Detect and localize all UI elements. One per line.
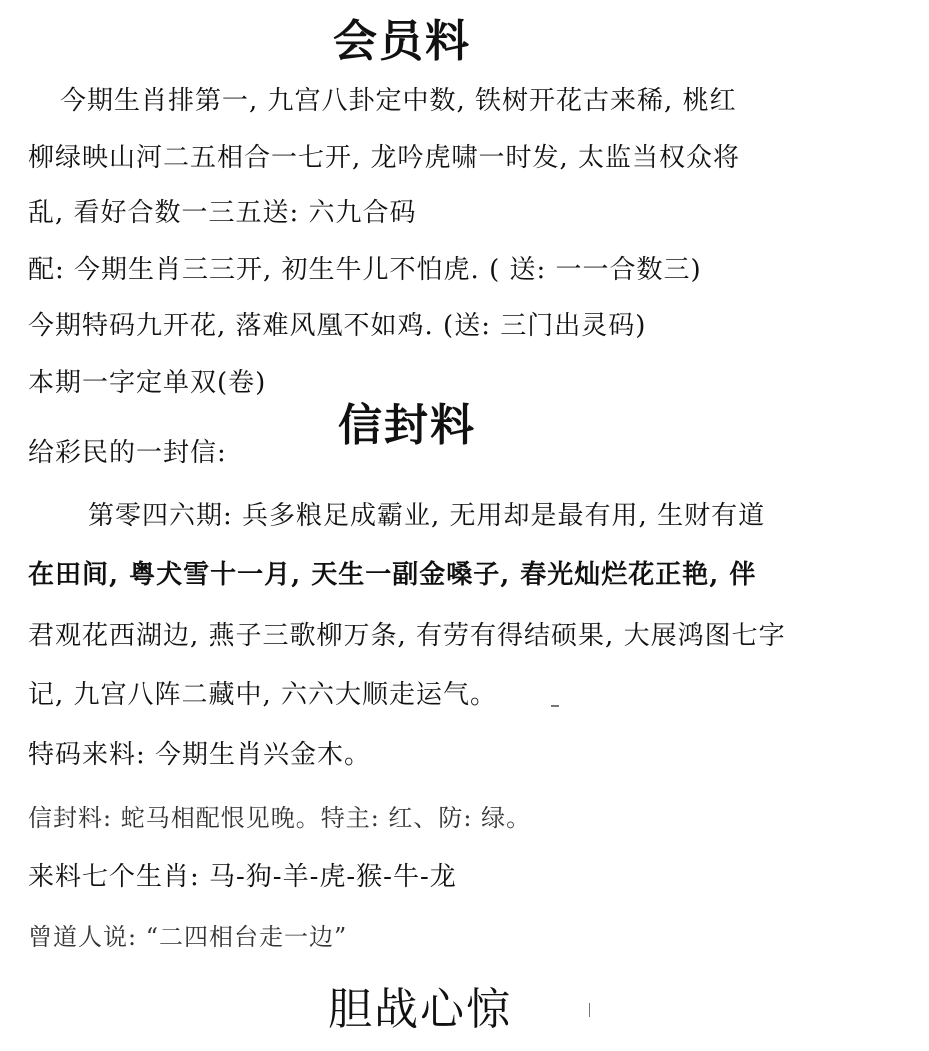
special-code-line: 特码来料: 今期生肖兴金木。 xyxy=(28,740,372,770)
member-line-2: 柳绿映山河二五相合一七开, 龙吟虎啸一时发, 太监当权众将 xyxy=(28,143,741,173)
member-line-1: 今期生肖排第一, 九宫八卦定中数, 铁树开花古来稀, 桃红 xyxy=(60,86,737,116)
stray-tick xyxy=(589,1003,590,1017)
letter-line-4: 记, 九宫八阵二藏中, 六六大顺走运气。 xyxy=(28,680,498,710)
seven-zodiac-line: 来料七个生肖: 马-狗-羊-虎-猴-牛-龙 xyxy=(28,862,457,892)
letter-intro: 给彩民的一封信: xyxy=(28,438,227,468)
letter-line-2: 在田间, 粤犬雪十一月, 天生一副金嗓子, 春光灿烂花正艳, 伴 xyxy=(28,560,757,590)
member-line-4: 配: 今期生肖三三开, 初生牛儿不怕虎. ( 送: 一一合数三) xyxy=(28,255,702,285)
bottom-heading: 胆战心惊 xyxy=(328,984,512,1035)
letter-line-3: 君观花西湖边, 燕子三歌柳万条, 有劳有得结硕果, 大展鸿图七字 xyxy=(28,621,786,651)
stray-mark xyxy=(551,705,559,707)
letter-line-1: 第零四六期: 兵多粮足成霸业, 无用却是最有用, 生财有道 xyxy=(88,501,766,531)
letter-heading: 信封料 xyxy=(338,400,476,451)
member-line-6: 本期一字定单双(卷) xyxy=(28,368,267,398)
envelope-line: 信封料: 蛇马相配恨见晚。特主: 红、防: 绿。 xyxy=(28,804,532,832)
member-line-5: 今期特码九开花, 落难风凰不如鸡. (送: 三门出灵码) xyxy=(28,311,647,341)
member-line-3: 乱, 看好合数一三五送: 六九合码 xyxy=(28,198,417,228)
saying-line: 曾道人说: “二四相台走一边” xyxy=(28,923,348,951)
member-heading: 会员料 xyxy=(333,16,471,67)
